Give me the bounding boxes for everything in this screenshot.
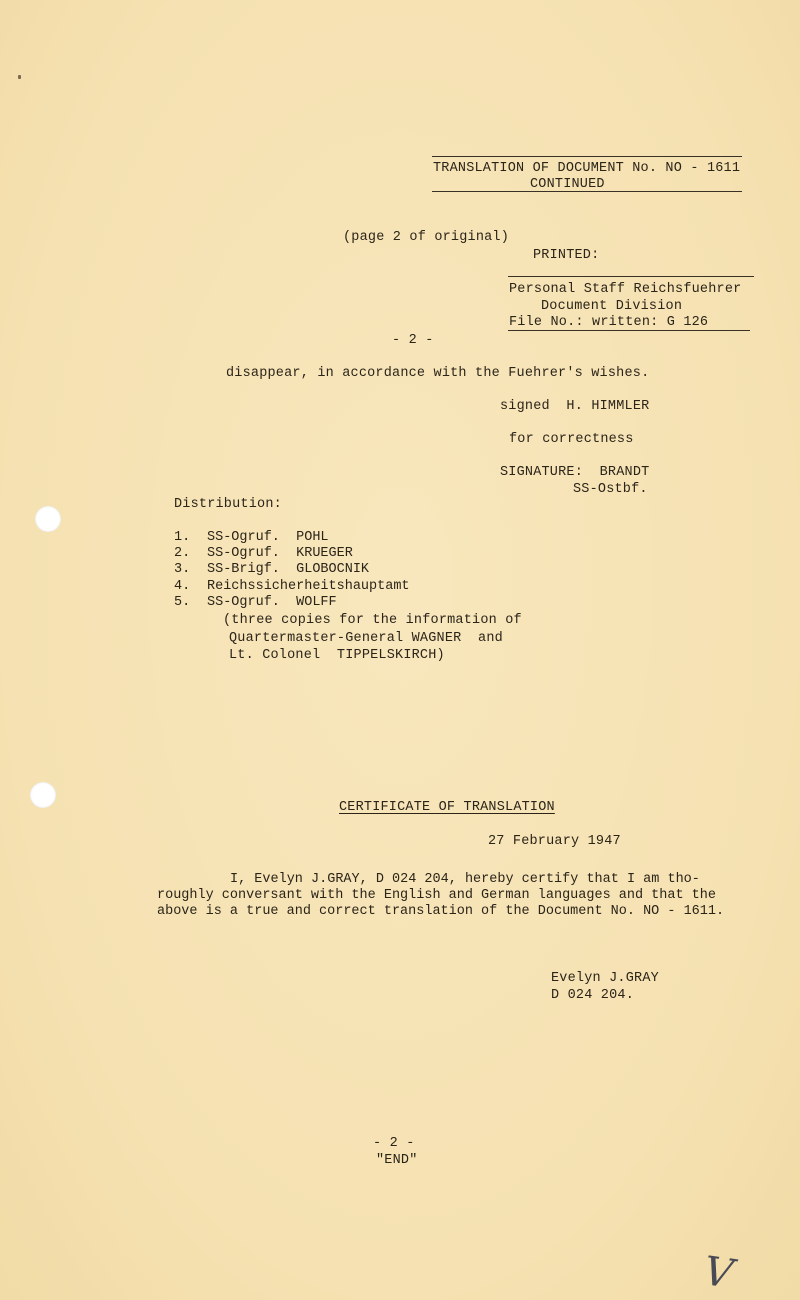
end-marker: "END" [376,1153,418,1168]
distribution-note-line-1: (three copies for the information of [223,613,522,628]
document-header-title: TRANSLATION OF DOCUMENT No. NO - 1611 [433,161,741,176]
stamp-bottom-rule [508,330,750,331]
certificate-paragraph-line-3: above is a true and correct translation of the Document No. NO - 1611. [157,904,725,919]
certificate-paragraph-line-2: roughly conversant with the English and German languages and that the [157,888,716,903]
certificate-signer-name: Evelyn J.GRAY [551,971,659,986]
handwritten-check-mark: V [700,1248,736,1298]
certificate-title: CERTIFICATE OF TRANSLATION [339,800,555,815]
distribution-note-line-3: Lt. Colonel TIPPELSKIRCH) [229,648,445,663]
distribution-item: 2. SS-Ogruf. KRUEGER [174,546,353,561]
stamp-line-3: File No.: written: G 126 [509,315,709,330]
distribution-note-line-2: Quartermaster-General WAGNER and [229,631,503,646]
paper-speck [18,75,21,79]
punch-hole-lower [30,782,56,808]
certificate-paragraph-line-1: I, Evelyn J.GRAY, D 024 204, hereby certify that I am tho- [230,872,700,887]
distribution-item: 5. SS-Ogruf. WOLFF [174,595,337,610]
body-text: disappear, in accordance with the Fuehrer's wishes. [226,366,650,381]
signature-rank: SS-Ostbf. [573,482,648,497]
page-marker-top: - 2 - [392,333,434,348]
document-header-continued: CONTINUED [530,177,605,192]
stamp-line-1: Personal Staff Reichsfuehrer [509,282,742,297]
signed-line: signed H. HIMMLER [500,399,650,414]
distribution-heading: Distribution: [174,497,282,512]
for-correctness-line: for correctness [509,432,634,447]
page-reference: (page 2 of original) [343,230,510,245]
stamp-line-2: Document Division [541,299,683,314]
certificate-signer-id: D 024 204. [551,988,635,1003]
signature-line: SIGNATURE: BRANDT [500,465,650,480]
page-marker-bottom: - 2 - [373,1136,415,1151]
distribution-item: 1. SS-Ogruf. POHL [174,530,329,545]
punch-hole-upper [35,506,61,532]
header-top-rule [432,156,742,157]
distribution-item: 4. Reichssicherheitshauptamt [174,579,410,594]
distribution-item: 3. SS-Brigf. GLOBOCNIK [174,562,370,577]
certificate-date: 27 February 1947 [488,834,621,849]
printed-label: PRINTED: [533,248,600,263]
header-bottom-rule [432,191,742,192]
stamp-top-rule [508,276,754,277]
